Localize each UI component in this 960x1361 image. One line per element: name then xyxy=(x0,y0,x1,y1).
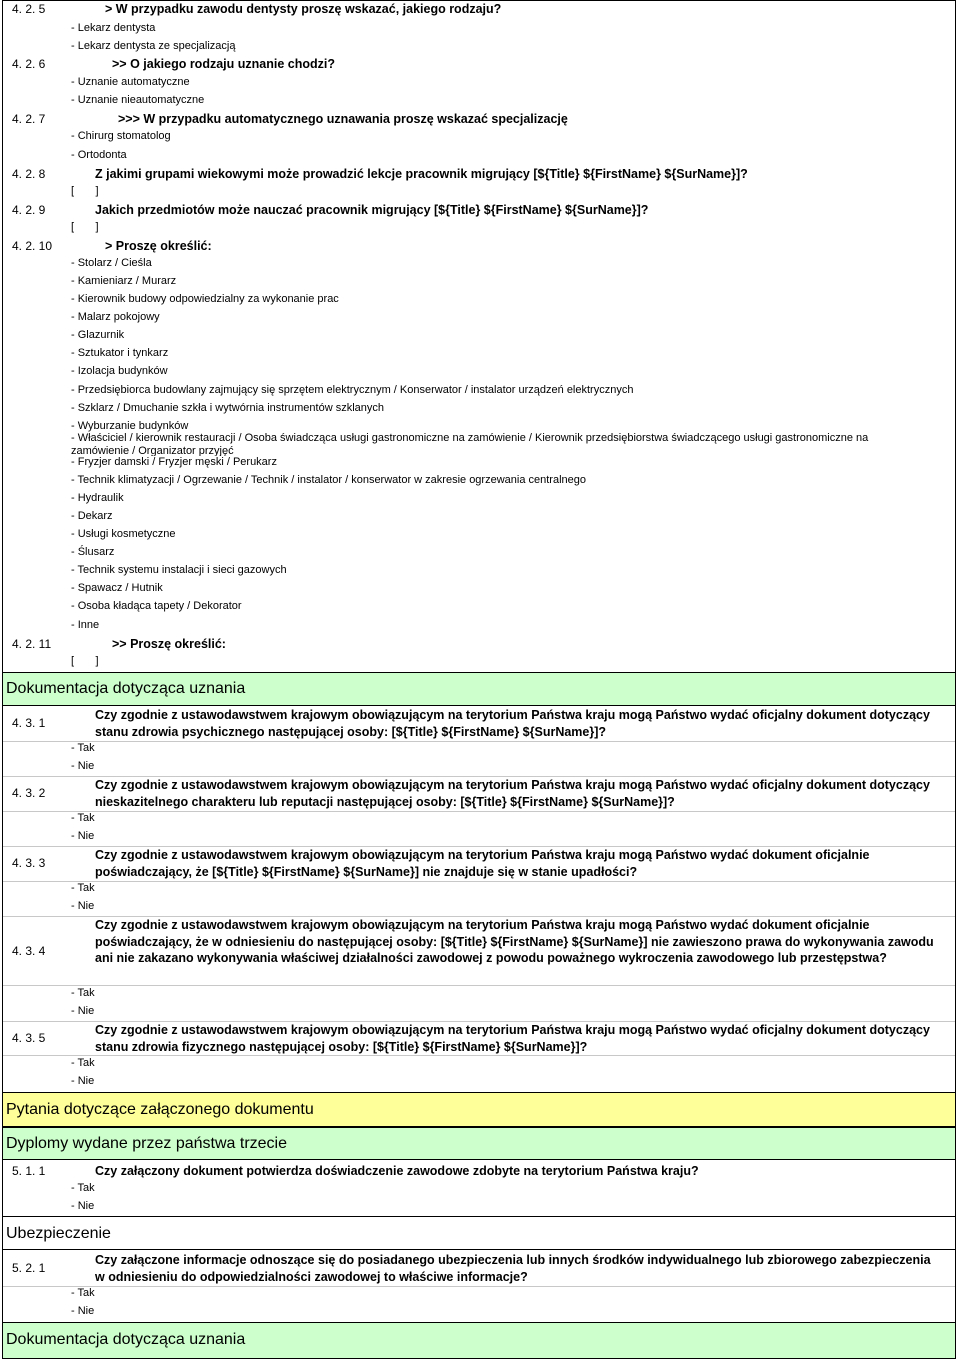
option: - Kamieniarz / Murarz xyxy=(71,275,177,287)
option: - Glazurnik xyxy=(71,329,125,341)
section-title: Ubezpieczenie xyxy=(6,1225,111,1242)
question-number: 5. 2. 1 xyxy=(12,1261,46,1275)
option: - Nie xyxy=(71,760,95,772)
question-number: 5. 1. 1 xyxy=(12,1164,46,1178)
option: - Fryzjer damski / Fryzjer męski / Perukarz xyxy=(71,456,277,468)
option: - Tak xyxy=(71,1057,95,1069)
question-text: >>> W przypadku automatycznego uznawania proszę wskazać specjalizację xyxy=(118,112,568,126)
option: - Nie xyxy=(71,830,95,842)
question-text: Czy zgodnie z ustawodawstwem krajowym obowiązującym na terytorium Państwa kraju mogą Państwo wydać dokument oficjalnie poświadczający, że [${Title} ${FirstName} ${SurName}] nie znajduje się w stanie upadłości? xyxy=(95,848,870,879)
option: - Uznanie automatyczne xyxy=(71,76,190,88)
option: - Uznanie nieautomatyczne xyxy=(71,94,205,106)
answer-field[interactable]: [ ] xyxy=(71,185,99,197)
option: - Dekarz xyxy=(71,510,113,522)
option: - Nie xyxy=(71,1075,95,1087)
section-header xyxy=(3,1322,955,1359)
answer-field[interactable]: [ ] xyxy=(71,221,99,233)
section-header xyxy=(3,1092,955,1127)
option: - Malarz pokojowy xyxy=(71,311,160,323)
option: - Ślusarz xyxy=(71,546,115,558)
option: - Inne xyxy=(71,619,100,631)
question-text: Czy załączony dokument potwierdza doświadczenie zawodowe zdobyte na terytorium Państwa kraju? xyxy=(95,1164,699,1178)
option: - Ortodonta xyxy=(71,149,127,161)
option: - Izolacja budynków xyxy=(71,365,168,377)
divider xyxy=(3,741,955,742)
option: - Kierownik budowy odpowiedzialny za wykonanie prac xyxy=(71,293,339,305)
option: - Tak xyxy=(71,1287,95,1299)
question-number: 4. 3. 1 xyxy=(12,716,46,730)
question-number: 4. 2. 10 xyxy=(12,239,53,253)
option: - Szklarz / Dmuchanie szkła i wytwórnia instrumentów szklanych xyxy=(71,402,384,414)
option: - Przedsiębiorca budowlany zajmujący się sprzętem elektrycznym / Konserwator / instalator urządzeń elektrycznych xyxy=(71,384,634,396)
option: - Lekarz dentysta xyxy=(71,22,156,34)
section-header xyxy=(3,1216,955,1250)
option: - Usługi kosmetyczne xyxy=(71,528,176,540)
option: - Tak xyxy=(71,812,95,824)
question-text: Czy załączone informacje odnoszące się do posiadanego ubezpieczenia lub innych środków indywidualnego lub zbiorowego zabezpieczenia w odniesieniu do odpowiedzialności zawodowej to właściwe informacje? xyxy=(95,1253,931,1284)
question-text: Czy zgodnie z ustawodawstwem krajowym obowiązującym na terytorium Państwa kraju mogą Państwo wydać oficjalny dokument dotyczący stanu zdrowia fizycznego następującej osoby: [${Title} ${FirstName} ${SurName}]? xyxy=(95,1023,930,1054)
option: - Nie xyxy=(71,1005,95,1017)
divider xyxy=(3,811,955,812)
option: - Spawacz / Hutnik xyxy=(71,582,163,594)
divider xyxy=(3,881,955,882)
option: - Osoba kładąca tapety / Dekorator xyxy=(71,600,242,612)
section-title: Dokumentacja dotycząca uznania xyxy=(6,680,246,697)
question-text: >> O jakiego rodzaju uznanie chodzi? xyxy=(112,57,335,71)
question-number: 4. 3. 5 xyxy=(12,1031,46,1045)
question-text: Z jakimi grupami wiekowymi może prowadzić lekcje pracownik migrujący [${Title} ${FirstName} ${SurName}]? xyxy=(95,167,748,181)
question-text: > W przypadku zawodu dentysty proszę wskazać, jakiego rodzaju? xyxy=(105,2,502,16)
option: - Tak xyxy=(71,1182,95,1194)
section-title: Dyplomy wydane przez państwa trzecie xyxy=(6,1135,288,1152)
option: - Tak xyxy=(71,987,95,999)
question-number: 4. 2. 8 xyxy=(12,167,46,181)
option: - Nie xyxy=(71,900,95,912)
divider xyxy=(3,1286,955,1287)
question-number: 4. 2. 11 xyxy=(12,637,52,651)
question-text: Czy zgodnie z ustawodawstwem krajowym obowiązującym na terytorium Państwa kraju mogą Państwo wydać oficjalny dokument dotyczący nieskazitelnego charakteru lub reputacji następującej osoby: [${Title} ${FirstName} ${SurName}]? xyxy=(95,778,930,809)
section-title: Pytania dotyczące załączonego dokumentu xyxy=(6,1101,314,1118)
option: - Technik systemu instalacji i sieci gazowych xyxy=(71,564,287,576)
option: - Tak xyxy=(71,882,95,894)
question-text: Jakich przedmiotów może nauczać pracownik migrujący [${Title} ${FirstName} ${SurName}]? xyxy=(95,203,649,217)
question-number: 4. 2. 6 xyxy=(12,57,46,71)
question-number: 4. 2. 5 xyxy=(12,2,46,16)
question-number: 4. 2. 9 xyxy=(12,203,46,217)
question-text: Czy zgodnie z ustawodawstwem krajowym obowiązującym na terytorium Państwa kraju mogą Państwo wydać oficjalny dokument dotyczący stanu zdrowia psychicznego następującej osoby: [${Title} ${FirstName} ${SurName}]? xyxy=(95,708,930,739)
question-number: 4. 2. 7 xyxy=(12,112,46,126)
option: - Tak xyxy=(71,742,95,754)
option: - Hydraulik xyxy=(71,492,124,504)
question-text: >> Proszę określić: xyxy=(112,637,226,651)
option: - Stolarz / Cieśla xyxy=(71,257,152,269)
answer-field[interactable]: [ ] xyxy=(71,655,99,667)
option: - Wyburzanie budynków xyxy=(71,420,189,432)
option: - Technik klimatyzacji / Ogrzewanie / Technik / instalator / konserwator w zakresie ogrzewania centralnego xyxy=(71,474,586,486)
question-number: 4. 3. 3 xyxy=(12,856,46,870)
option: - Nie xyxy=(71,1305,95,1317)
question-number: 4. 3. 4 xyxy=(12,944,46,958)
section-header xyxy=(3,672,955,706)
question-text: > Proszę określić: xyxy=(105,239,212,253)
option: - Chirurg stomatolog xyxy=(71,130,171,142)
option: - Właściciel / kierownik restauracji / Osoba świadcząca usługi gastronomiczne na zamówienie / Kierownik przedsiębiorstwa świadczącego usługi gastronomiczne na zamówienie / Organizator przyjęć xyxy=(71,432,869,456)
divider xyxy=(3,1055,955,1056)
question-number: 4. 3. 2 xyxy=(12,786,46,800)
divider xyxy=(3,985,955,986)
option: - Sztukator i tynkarz xyxy=(71,347,169,359)
question-text: Czy zgodnie z ustawodawstwem krajowym obowiązującym na terytorium Państwa kraju mogą Państwo wydać dokument oficjalnie poświadczający, że w odniesieniu do następującej osoby: [${Title} ${FirstName} ${SurName}] nie zawieszono prawa do wykonywania zawodu ani nie zakazano wykonywania właściwej działalności zawodowej z powodu poważnego wykroczenia zawodowego lub przestępstwa? xyxy=(95,918,934,965)
option: - Nie xyxy=(71,1200,95,1212)
option: - Lekarz dentysta ze specjalizacją xyxy=(71,40,236,52)
section-header xyxy=(3,1127,955,1160)
option-clipped xyxy=(71,432,907,456)
section-title: Dokumentacja dotycząca uznania xyxy=(6,1331,246,1348)
